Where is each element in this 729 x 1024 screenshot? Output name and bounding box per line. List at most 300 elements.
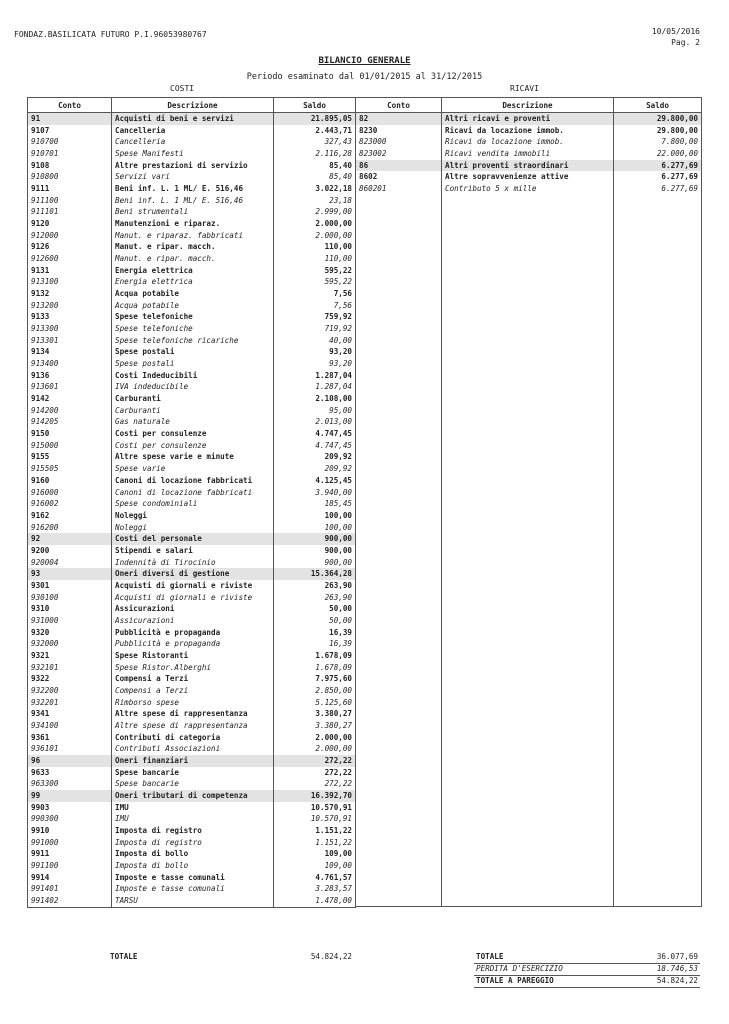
empty-cell <box>614 882 702 894</box>
account-balance: 50,00 <box>274 615 356 627</box>
account-code: 913601 <box>28 381 112 393</box>
empty-row <box>356 579 702 591</box>
account-code: 86 <box>356 160 442 172</box>
account-balance: 900,00 <box>274 545 356 557</box>
loss-value: 18.746,53 <box>656 964 698 973</box>
table-row <box>356 136 702 148</box>
account-balance: 719,92 <box>274 323 356 335</box>
empty-cell <box>356 206 442 218</box>
account-code: 9132 <box>28 288 112 300</box>
empty-cell <box>442 661 614 673</box>
empty-cell <box>442 206 614 218</box>
account-code: 9910 <box>28 825 112 837</box>
account-description: Spese telefoniche <box>112 323 274 335</box>
empty-cell <box>356 882 442 894</box>
account-description: Imposte e tasse comunali <box>112 872 274 884</box>
account-balance: 2.000,00 <box>274 218 356 230</box>
empty-row <box>356 346 702 358</box>
account-code: 991401 <box>28 883 112 895</box>
account-code: 9162 <box>28 510 112 522</box>
account-description: Altri proventi straordinari <box>442 160 614 172</box>
account-balance: 16.392,70 <box>274 790 356 802</box>
table-row <box>28 592 356 604</box>
account-description: Rimborso spese <box>112 697 274 709</box>
company-header: FONDAZ.BASILICATA FUTURO P.I.96053980767 <box>14 30 207 39</box>
empty-cell <box>356 754 442 766</box>
empty-cell <box>356 859 442 871</box>
empty-cell <box>614 696 702 708</box>
table-row <box>28 475 356 487</box>
account-balance: 16,39 <box>274 638 356 650</box>
account-code: 82 <box>356 113 442 125</box>
table-row <box>28 381 356 393</box>
account-description: Spese varie <box>112 463 274 475</box>
empty-cell <box>614 253 702 265</box>
account-code: 990300 <box>28 813 112 825</box>
account-balance: 29.800,00 <box>614 113 702 125</box>
group-row <box>28 568 356 580</box>
empty-cell <box>614 300 702 312</box>
col-header-descrizione: Descrizione <box>442 98 614 113</box>
account-code: 920004 <box>28 557 112 569</box>
revenue-section-label: RICAVI <box>510 84 539 93</box>
empty-cell <box>442 708 614 720</box>
account-code: 9155 <box>28 451 112 463</box>
empty-row <box>356 509 702 521</box>
account-balance: 3.940,00 <box>274 487 356 499</box>
empty-cell <box>614 533 702 545</box>
account-description: Costi per consulenze <box>112 428 274 440</box>
account-balance: 1.151,22 <box>274 837 356 849</box>
empty-cell <box>356 300 442 312</box>
empty-cell <box>614 766 702 778</box>
empty-cell <box>356 836 442 848</box>
table-row <box>28 580 356 592</box>
empty-row <box>356 591 702 603</box>
empty-cell <box>614 871 702 883</box>
empty-cell <box>356 894 442 906</box>
empty-row <box>356 847 702 859</box>
empty-cell <box>442 241 614 253</box>
account-description: Imposte e tasse comunali <box>112 883 274 895</box>
empty-row <box>356 300 702 312</box>
empty-row <box>356 323 702 335</box>
account-balance: 7,56 <box>274 288 356 300</box>
empty-cell <box>442 335 614 347</box>
empty-cell <box>356 276 442 288</box>
account-description: Indennità di Tirocinio <box>112 557 274 569</box>
empty-cell <box>356 568 442 580</box>
account-description: Costi per consulenze <box>112 440 274 452</box>
balance-total-value: 54.824,22 <box>656 976 698 985</box>
empty-cell <box>614 323 702 335</box>
empty-row <box>356 824 702 836</box>
account-description: Noleggi <box>112 522 274 534</box>
empty-cell <box>356 393 442 405</box>
account-code: 9911 <box>28 848 112 860</box>
empty-row <box>356 521 702 533</box>
empty-cell <box>356 871 442 883</box>
empty-cell <box>442 789 614 801</box>
empty-cell <box>356 766 442 778</box>
account-code: 9320 <box>28 627 112 639</box>
empty-cell <box>356 323 442 335</box>
empty-cell <box>442 894 614 906</box>
account-description: Spese telefoniche <box>112 311 274 323</box>
account-code: 9341 <box>28 708 112 720</box>
empty-cell <box>614 439 702 451</box>
empty-row <box>356 544 702 556</box>
account-code: 912600 <box>28 253 112 265</box>
empty-cell <box>614 381 702 393</box>
group-row <box>28 790 356 802</box>
account-code: 9301 <box>28 580 112 592</box>
empty-cell <box>442 265 614 277</box>
empty-cell <box>442 556 614 568</box>
empty-cell <box>614 498 702 510</box>
empty-cell <box>614 754 702 766</box>
account-description: Stipendi e salari <box>112 545 274 557</box>
empty-cell <box>356 824 442 836</box>
group-row <box>28 533 356 545</box>
table-row <box>28 743 356 755</box>
account-description: Imposta di bollo <box>112 860 274 872</box>
empty-cell <box>442 451 614 463</box>
empty-cell <box>614 206 702 218</box>
empty-cell <box>442 428 614 440</box>
account-code: 991100 <box>28 860 112 872</box>
account-code: 9111 <box>28 183 112 195</box>
account-description: Imposta di registro <box>112 825 274 837</box>
table-row <box>28 335 356 347</box>
account-code: 9136 <box>28 370 112 382</box>
empty-cell <box>356 370 442 382</box>
account-code: 9131 <box>28 265 112 277</box>
account-balance: 900,00 <box>274 557 356 569</box>
account-code: 916200 <box>28 522 112 534</box>
account-description: Beni strumentali <box>112 206 274 218</box>
empty-cell <box>356 218 442 230</box>
empty-cell <box>442 696 614 708</box>
account-balance: 209,92 <box>274 463 356 475</box>
table-row <box>356 125 702 137</box>
revenue-total-label: TOTALE <box>476 952 504 961</box>
empty-row <box>356 265 702 277</box>
empty-cell <box>442 195 614 207</box>
table-row <box>28 463 356 475</box>
empty-cell <box>442 882 614 894</box>
account-balance: 100,00 <box>274 510 356 522</box>
table-row <box>28 837 356 849</box>
table-row <box>28 195 356 207</box>
empty-cell <box>614 614 702 626</box>
account-code: 932101 <box>28 662 112 674</box>
table-row <box>28 638 356 650</box>
account-description: Acqua potabile <box>112 300 274 312</box>
empty-cell <box>442 509 614 521</box>
empty-row <box>356 381 702 393</box>
account-description: Acqua potabile <box>112 288 274 300</box>
account-balance: 2.850,00 <box>274 685 356 697</box>
account-balance: 110,00 <box>274 253 356 265</box>
account-code: 823002 <box>356 148 442 160</box>
account-description: Spese bancarie <box>112 767 274 779</box>
account-description: Oneri diversi di gestione <box>112 568 274 580</box>
table-row <box>28 276 356 288</box>
account-code: 914205 <box>28 416 112 428</box>
account-code: 9108 <box>28 160 112 172</box>
account-description: Manut. e ripar. macch. <box>112 253 274 265</box>
empty-cell <box>442 568 614 580</box>
account-balance: 272,22 <box>274 755 356 767</box>
empty-cell <box>442 533 614 545</box>
table-row <box>28 428 356 440</box>
empty-cell <box>356 358 442 370</box>
empty-row <box>356 486 702 498</box>
empty-cell <box>442 649 614 661</box>
empty-row <box>356 451 702 463</box>
account-balance: 40,00 <box>274 335 356 347</box>
empty-cell <box>614 521 702 533</box>
account-balance: 3.380,27 <box>274 708 356 720</box>
account-balance: 185,45 <box>274 498 356 510</box>
empty-cell <box>442 847 614 859</box>
account-code: 9133 <box>28 311 112 323</box>
empty-row <box>356 288 702 300</box>
empty-cell <box>356 684 442 696</box>
account-code: 913200 <box>28 300 112 312</box>
empty-cell <box>356 812 442 824</box>
empty-cell <box>614 416 702 428</box>
account-description: Spese Manifesti <box>112 148 274 160</box>
empty-row <box>356 428 702 440</box>
account-description: Assicurazioni <box>112 615 274 627</box>
account-code: 932201 <box>28 697 112 709</box>
empty-cell <box>614 218 702 230</box>
account-description: Energia elettrica <box>112 265 274 277</box>
col-header-descrizione: Descrizione <box>112 98 274 113</box>
empty-cell <box>442 836 614 848</box>
empty-row <box>356 439 702 451</box>
account-balance: 2.000,00 <box>274 230 356 242</box>
account-description: Imposta di bollo <box>112 848 274 860</box>
account-balance: 759,92 <box>274 311 356 323</box>
empty-cell <box>442 638 614 650</box>
empty-cell <box>614 708 702 720</box>
table-row <box>28 125 356 137</box>
col-header-conto: Conto <box>356 98 442 113</box>
empty-cell <box>614 626 702 638</box>
empty-row <box>356 370 702 382</box>
account-balance: 109,00 <box>274 848 356 860</box>
account-code: 9200 <box>28 545 112 557</box>
account-code: 914200 <box>28 405 112 417</box>
empty-cell <box>442 381 614 393</box>
group-row <box>356 160 702 172</box>
table-row <box>28 545 356 557</box>
empty-cell <box>356 463 442 475</box>
empty-row <box>356 253 702 265</box>
account-description: Manut. e ripar. macch. <box>112 241 274 253</box>
account-balance: 4.761,57 <box>274 872 356 884</box>
account-balance: 22.000,00 <box>614 148 702 160</box>
empty-cell <box>356 509 442 521</box>
table-row <box>28 895 356 907</box>
table-row <box>28 370 356 382</box>
empty-cell <box>356 265 442 277</box>
empty-cell <box>614 230 702 242</box>
account-description: Altre spese di rappresentanza <box>112 708 274 720</box>
account-description: IVA indeducibile <box>112 381 274 393</box>
account-balance: 4.747,45 <box>274 428 356 440</box>
account-description: Altri ricavi e proventi <box>442 113 614 125</box>
empty-cell <box>442 300 614 312</box>
empty-cell <box>614 370 702 382</box>
table-row <box>28 218 356 230</box>
revenue-total-value: 36.077,69 <box>656 952 698 961</box>
group-row <box>356 113 702 125</box>
account-description: Ricavi da locazione immob. <box>442 125 614 137</box>
table-row <box>28 416 356 428</box>
table-row <box>28 778 356 790</box>
account-balance: 595,22 <box>274 276 356 288</box>
group-row <box>28 755 356 767</box>
account-description: TARSU <box>112 895 274 907</box>
account-code: 860201 <box>356 183 442 195</box>
account-description: Contributo 5 x mille <box>442 183 614 195</box>
account-description: Cancelleria <box>112 136 274 148</box>
account-description: Acquisti di giornali e riviste <box>112 580 274 592</box>
account-description: Carburanti <box>112 405 274 417</box>
table-row <box>28 346 356 358</box>
empty-cell <box>356 789 442 801</box>
empty-cell <box>614 847 702 859</box>
account-code: 8602 <box>356 171 442 183</box>
account-code: 936101 <box>28 743 112 755</box>
account-description: Acquisti di beni e servizi <box>112 113 274 125</box>
empty-cell <box>442 603 614 615</box>
table-row <box>28 440 356 452</box>
empty-cell <box>356 731 442 743</box>
account-balance: 2.000,00 <box>274 732 356 744</box>
empty-cell <box>614 311 702 323</box>
empty-row <box>356 859 702 871</box>
table-row <box>28 615 356 627</box>
account-balance: 7.800,00 <box>614 136 702 148</box>
empty-row <box>356 206 702 218</box>
group-row <box>28 113 356 125</box>
account-code: 991000 <box>28 837 112 849</box>
empty-cell <box>356 743 442 755</box>
table-row <box>28 673 356 685</box>
revenues-table <box>355 97 702 907</box>
empty-cell <box>614 778 702 790</box>
empty-cell <box>614 241 702 253</box>
account-balance: 2.116,28 <box>274 148 356 160</box>
empty-cell <box>442 393 614 405</box>
account-balance: 3.380,27 <box>274 720 356 732</box>
empty-cell <box>614 591 702 603</box>
empty-row <box>356 603 702 615</box>
account-balance: 1.678,09 <box>274 662 356 674</box>
account-code: 9321 <box>28 650 112 662</box>
account-description: Manutenzioni e riparaz. <box>112 218 274 230</box>
empty-cell <box>442 684 614 696</box>
account-balance: 23,18 <box>274 195 356 207</box>
table-row <box>28 627 356 639</box>
empty-row <box>356 276 702 288</box>
empty-cell <box>442 253 614 265</box>
account-balance: 5.125,60 <box>274 697 356 709</box>
account-balance: 4.747,45 <box>274 440 356 452</box>
empty-cell <box>614 509 702 521</box>
report-period: Periodo esaminato dal 01/01/2015 al 31/12/2015 <box>246 72 483 82</box>
empty-cell <box>442 323 614 335</box>
empty-cell <box>356 311 442 323</box>
empty-cell <box>614 603 702 615</box>
table-row <box>356 171 702 183</box>
empty-row <box>356 498 702 510</box>
empty-row <box>356 195 702 207</box>
empty-row <box>356 731 702 743</box>
account-balance: 2.000,00 <box>274 743 356 755</box>
table-row <box>28 183 356 195</box>
account-description: Energia elettrica <box>112 276 274 288</box>
account-description: Ricavi da locazione immob. <box>442 136 614 148</box>
account-code: 913300 <box>28 323 112 335</box>
account-description: Spese Ristoranti <box>112 650 274 662</box>
account-code: 9361 <box>28 732 112 744</box>
account-balance: 263,90 <box>274 580 356 592</box>
account-balance: 209,92 <box>274 451 356 463</box>
account-balance: 6.277,69 <box>614 160 702 172</box>
table-row <box>356 183 702 195</box>
account-balance: 50,00 <box>274 603 356 615</box>
table-row <box>28 557 356 569</box>
empty-cell <box>356 195 442 207</box>
costs-section-label: COSTI <box>170 84 195 93</box>
account-balance: 7.975,60 <box>274 673 356 685</box>
empty-cell <box>356 498 442 510</box>
empty-cell <box>442 416 614 428</box>
empty-cell <box>614 684 702 696</box>
empty-cell <box>442 405 614 417</box>
empty-cell <box>356 486 442 498</box>
account-code: 916002 <box>28 498 112 510</box>
account-balance: 2.999,00 <box>274 206 356 218</box>
account-description: Carburanti <box>112 393 274 405</box>
empty-cell <box>356 544 442 556</box>
costs-total-value: 54.824,22 <box>310 952 352 961</box>
table-row <box>28 767 356 779</box>
empty-cell <box>442 439 614 451</box>
empty-cell <box>442 754 614 766</box>
account-balance: 10.570,91 <box>274 813 356 825</box>
account-description: Altre spese di rappresentanza <box>112 720 274 732</box>
empty-cell <box>614 195 702 207</box>
account-description: Assicurazioni <box>112 603 274 615</box>
account-description: Spese bancarie <box>112 778 274 790</box>
empty-row <box>356 812 702 824</box>
empty-cell <box>614 568 702 580</box>
account-description: Acquisti di giornali e riviste <box>112 592 274 604</box>
col-header-conto: Conto <box>28 98 112 113</box>
empty-cell <box>614 719 702 731</box>
account-code: 823000 <box>356 136 442 148</box>
table-row <box>28 300 356 312</box>
account-code: 931000 <box>28 615 112 627</box>
table-row <box>28 171 356 183</box>
